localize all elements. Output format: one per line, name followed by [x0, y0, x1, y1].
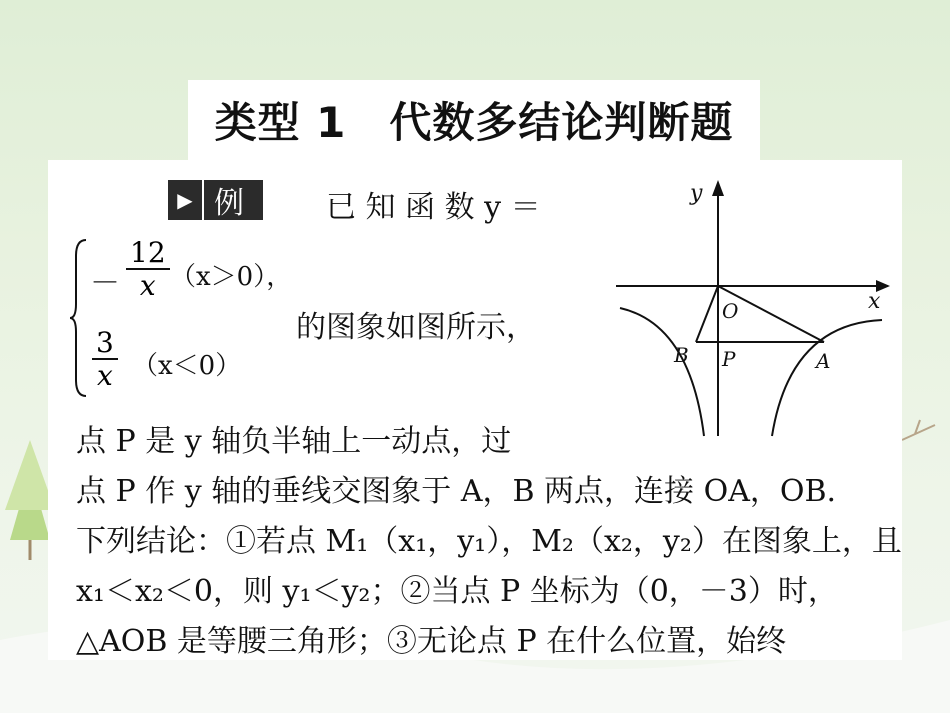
problem-line-5: 点 P 作 y 轴的垂线交图象于 A，B 两点，连接 OA，OB.: [76, 474, 837, 509]
x-axis-label: x: [868, 289, 881, 314]
case1-denominator: x: [139, 269, 156, 302]
problem-mid-text: 的图象如图所示，: [296, 310, 536, 345]
problem-line-1: 已 知 函 数 y ＝: [326, 190, 541, 225]
case1-sign: －: [90, 266, 120, 301]
point-B-label: B: [674, 343, 689, 367]
y-axis-arrow: [712, 180, 724, 196]
piecewise-brace: [70, 238, 88, 398]
right-curve: [772, 320, 882, 436]
segment-OB: [696, 286, 718, 342]
point-P-label: P: [722, 347, 736, 371]
page-title: 类型 1 代数多结论判断题: [188, 80, 760, 160]
problem-line-4: 点 P 是 y 轴负半轴上一动点，过: [76, 424, 512, 459]
function-graph: [610, 174, 895, 444]
y-axis-label: y: [690, 181, 703, 206]
left-curve: [620, 308, 704, 436]
problem-content: [48, 160, 902, 660]
case1-numerator: 12: [126, 238, 170, 270]
point-O-label: O: [722, 299, 739, 323]
example-label: 例: [214, 186, 244, 221]
problem-line-6: 下列结论：①若点 M₁（x₁，y₁），M₂（x₂，y₂）在图象上，且: [76, 524, 902, 559]
case2-fraction: [92, 328, 118, 392]
problem-line-8: △AOB 是等腰三角形；③无论点 P 在什么位置，始终: [76, 624, 787, 659]
case2-denominator: x: [97, 359, 113, 392]
case2-condition: （x＜0）: [132, 351, 242, 381]
example-badge: [168, 180, 263, 220]
case1-fraction: [126, 238, 170, 302]
case1-condition: （x＞0），: [170, 262, 293, 292]
problem-line-7: x₁＜x₂＜0，则 y₁＜y₂；②当点 P 坐标为（0，－3）时，: [76, 574, 838, 609]
case2-numerator: 3: [92, 328, 118, 360]
play-triangle-icon: ▶: [168, 180, 204, 220]
point-A-label: A: [816, 349, 831, 373]
